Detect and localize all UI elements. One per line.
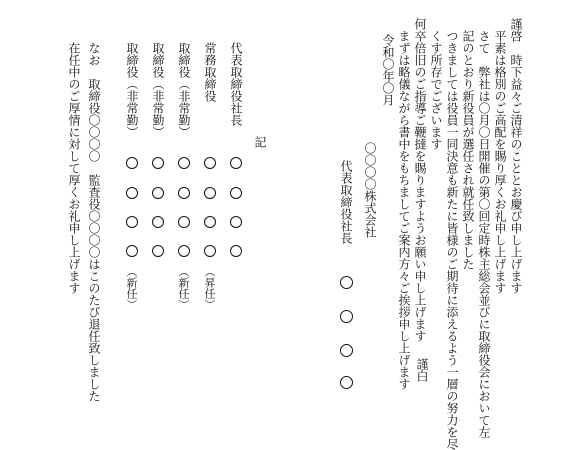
officer-note-2: （昇任） <box>203 266 216 310</box>
name-circle <box>178 245 190 257</box>
name-circle <box>230 187 242 199</box>
name-circle <box>204 245 216 257</box>
name-circle <box>178 187 190 199</box>
name-circle <box>230 216 242 228</box>
closing: 謹白 <box>415 358 429 382</box>
footnote-line-1: なお 取締役〇〇〇〇 監査役〇〇〇〇はこのたび退任致しました <box>87 42 101 402</box>
name-circle <box>152 157 164 169</box>
letter-line-4: 記のとおり新役員が選任され就任致しました <box>461 30 475 270</box>
name-circle <box>152 245 164 257</box>
letter-line-5: つきましては役員一同決意も新たに皆様のご期待に添えるよう一層の努力を尽 <box>445 30 459 450</box>
record-mark: 記 <box>253 136 267 148</box>
name-circle <box>126 187 138 199</box>
officer-title-4: 取締役（非常勤） <box>151 42 165 138</box>
date: 令和〇年〇月 <box>381 34 395 106</box>
president-title: 代表取締役社長 <box>339 160 353 244</box>
officer-note-5: （新任） <box>125 266 138 310</box>
name-circle <box>178 157 190 169</box>
name-circle <box>126 157 138 169</box>
letter-line-1: 謹啓 時下益々ご清祥のこととお慶び申し上げます <box>509 18 523 294</box>
name-circle <box>340 276 353 289</box>
name-circle <box>152 187 164 199</box>
officer-title-2: 常務取締役 <box>203 42 217 102</box>
name-circle <box>204 216 216 228</box>
name-circle <box>230 157 242 169</box>
name-circle <box>340 344 353 357</box>
letter-line-3: さて 弊社は〇月〇日開催の第〇回定時株主総会並びに取締役会において左 <box>477 30 491 438</box>
letter-line-7: 何卒倍旧のご指導ご鞭撻を賜りますようお願い申し上げます <box>413 18 427 342</box>
name-circle <box>340 310 353 323</box>
company-name: 〇〇〇〇株式会社 <box>363 142 377 238</box>
name-circle <box>204 157 216 169</box>
footnote-line-2: 在任中のご厚情に対して厚くお礼申し上げます <box>67 42 81 294</box>
letter-line-6: くす所存でございます <box>429 30 443 150</box>
name-circle <box>230 245 242 257</box>
officer-title-5: 取締役（非常勤） <box>125 42 139 138</box>
officer-note-3: （新任） <box>177 266 190 310</box>
officer-title-1: 代表取締役社長 <box>229 42 243 126</box>
name-circle <box>204 187 216 199</box>
name-circle <box>340 376 353 389</box>
name-circle <box>126 245 138 257</box>
name-circle <box>178 216 190 228</box>
name-circle <box>126 216 138 228</box>
officer-title-3: 取締役（非常勤） <box>177 42 191 138</box>
letter-line-8: まずは略儀ながら書中をもちましてご案内方々ご挨拶申し上げます <box>397 30 411 390</box>
letter-line-2: 平素は格別のご高配を賜り厚くお礼申し上げます <box>493 30 507 294</box>
name-circle <box>152 216 164 228</box>
